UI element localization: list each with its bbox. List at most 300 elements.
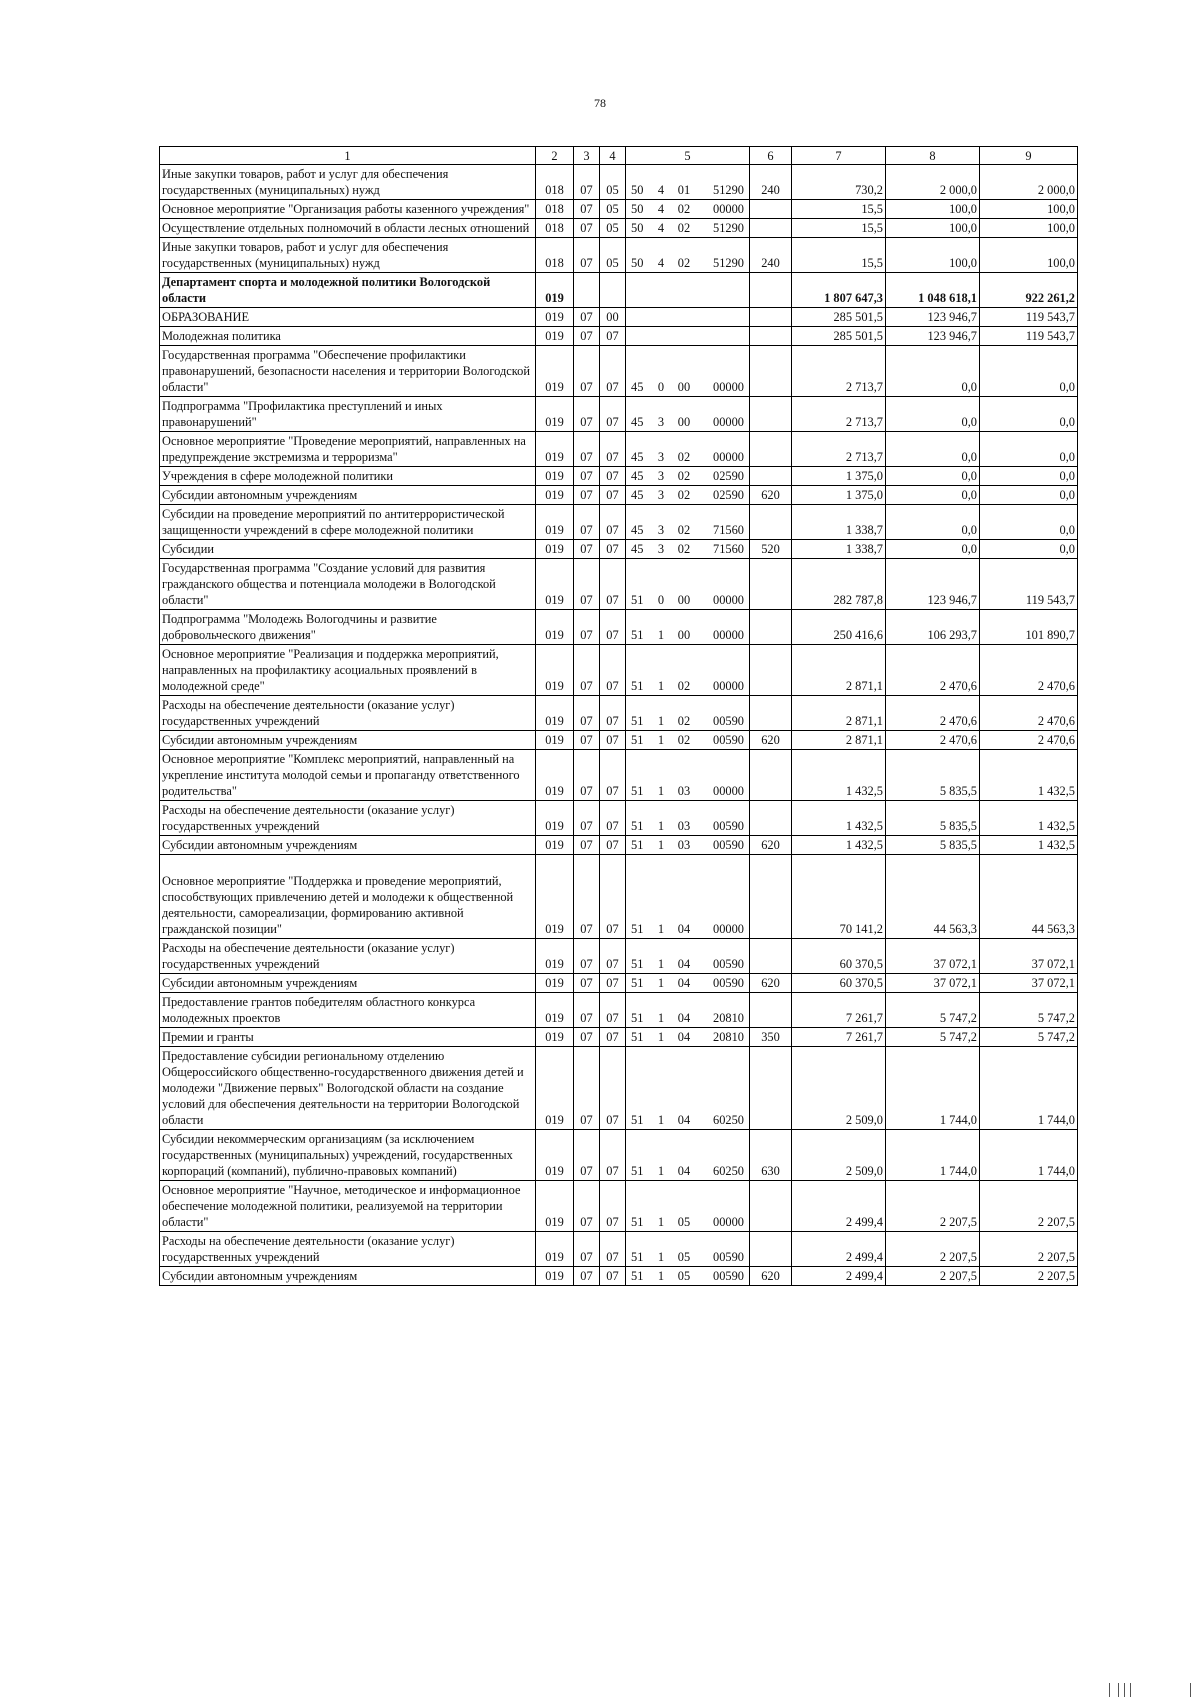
target-article-part: 02 <box>677 733 691 747</box>
target-article-part: 00 <box>677 380 691 394</box>
subsection-code: 07 <box>600 645 626 696</box>
amount-col-9: 0,0 <box>980 397 1078 432</box>
target-article-part: 01 <box>677 183 691 197</box>
amount-col-7: 60 370,5 <box>792 939 886 974</box>
ministry-code: 019 <box>536 801 574 836</box>
table-row <box>160 1232 1078 1267</box>
amount-col-9: 119 543,7 <box>980 327 1078 346</box>
expense-type-code <box>750 855 792 939</box>
amount-col-8: 1 048 618,1 <box>886 273 980 308</box>
target-article-part: 51 <box>631 784 644 798</box>
table-header <box>160 147 1078 165</box>
amount-col-7: 1 807 647,3 <box>792 273 886 308</box>
target-article-code <box>626 505 750 540</box>
amount-col-8: 123 946,7 <box>886 327 980 346</box>
target-article-part: 51 <box>631 957 644 971</box>
target-article-part: 4 <box>657 183 665 197</box>
amount-col-7: 2 713,7 <box>792 346 886 397</box>
amount-col-9: 0,0 <box>980 432 1078 467</box>
target-article-part: 51 <box>631 714 644 728</box>
amount-col-8: 44 563,3 <box>886 855 980 939</box>
amount-col-8: 0,0 <box>886 432 980 467</box>
target-article-part: 51 <box>631 1011 644 1025</box>
row-name: Основное мероприятие "Поддержка и проведение мероприятий, способствующих привлечению детей и молодежи к общественной деятельности, самореализации, формированию активной гражданской позиции" <box>160 855 536 939</box>
amount-col-8: 0,0 <box>886 540 980 559</box>
target-article-part: 45 <box>631 450 644 464</box>
amount-col-7: 2 509,0 <box>792 1047 886 1130</box>
amount-col-8: 2 207,5 <box>886 1181 980 1232</box>
target-article-part: 00000 <box>713 784 744 798</box>
target-article-part: 02 <box>677 523 691 537</box>
target-article-part: 51290 <box>713 183 744 197</box>
expense-type-code: 630 <box>750 1130 792 1181</box>
expense-type-code <box>750 467 792 486</box>
target-article-part: 00590 <box>713 733 744 747</box>
expense-type-code <box>750 993 792 1028</box>
target-article-code <box>626 1267 750 1286</box>
amount-col-9: 0,0 <box>980 540 1078 559</box>
table-row <box>160 308 1078 327</box>
row-name: Подпрограмма "Молодежь Вологодчины и развитие добровольческого движения" <box>160 610 536 645</box>
target-article-part: 04 <box>677 1011 691 1025</box>
target-article-part: 1 <box>657 733 665 747</box>
target-article-part: 1 <box>657 1030 665 1044</box>
table-row <box>160 1181 1078 1232</box>
amount-col-7: 15,5 <box>792 219 886 238</box>
ministry-code: 019 <box>536 327 574 346</box>
ministry-code: 019 <box>536 559 574 610</box>
target-article-part: 1 <box>657 1250 665 1264</box>
ministry-code: 019 <box>536 855 574 939</box>
target-article-code <box>626 974 750 993</box>
target-article-part: 50 <box>631 221 644 235</box>
scan-mark <box>1109 1683 1110 1697</box>
target-article-part: 1 <box>657 1113 665 1127</box>
table-row <box>160 467 1078 486</box>
ministry-code: 018 <box>536 165 574 200</box>
amount-col-7: 2 871,1 <box>792 731 886 750</box>
target-article-part: 45 <box>631 523 644 537</box>
table-row <box>160 238 1078 273</box>
target-article-part: 51 <box>631 819 644 833</box>
subsection-code: 07 <box>600 559 626 610</box>
ministry-code: 019 <box>536 540 574 559</box>
section-code: 07 <box>574 1028 600 1047</box>
target-article-part: 03 <box>677 784 691 798</box>
target-article-part: 51 <box>631 838 644 852</box>
amount-col-9: 2 470,6 <box>980 696 1078 731</box>
ministry-code: 019 <box>536 750 574 801</box>
target-article-part: 1 <box>657 679 665 693</box>
table-row <box>160 1267 1078 1286</box>
target-article-part: 00 <box>677 593 691 607</box>
target-article-code <box>626 993 750 1028</box>
ministry-code: 019 <box>536 610 574 645</box>
amount-col-7: 7 261,7 <box>792 993 886 1028</box>
target-article-part: 51290 <box>713 221 744 235</box>
amount-col-9: 100,0 <box>980 219 1078 238</box>
target-article-part: 20810 <box>713 1011 744 1025</box>
amount-col-7: 250 416,6 <box>792 610 886 645</box>
amount-col-9: 101 890,7 <box>980 610 1078 645</box>
section-code: 07 <box>574 165 600 200</box>
amount-col-8: 37 072,1 <box>886 939 980 974</box>
row-name: Расходы на обеспечение деятельности (оказание услуг) государственных учреждений <box>160 1232 536 1267</box>
target-article-part: 00000 <box>713 450 744 464</box>
section-code: 07 <box>574 645 600 696</box>
target-article-part: 02590 <box>713 469 744 483</box>
amount-col-9: 2 207,5 <box>980 1267 1078 1286</box>
target-article-part: 1 <box>657 819 665 833</box>
amount-col-7: 282 787,8 <box>792 559 886 610</box>
subsection-code: 07 <box>600 939 626 974</box>
table-row <box>160 486 1078 505</box>
amount-col-9: 2 207,5 <box>980 1181 1078 1232</box>
section-code: 07 <box>574 939 600 974</box>
target-article-code <box>626 731 750 750</box>
target-article-part: 00590 <box>713 714 744 728</box>
ministry-code: 019 <box>536 467 574 486</box>
expense-type-code <box>750 645 792 696</box>
expense-type-code: 350 <box>750 1028 792 1047</box>
target-article-part: 1 <box>657 957 665 971</box>
amount-col-7: 2 713,7 <box>792 432 886 467</box>
section-code: 07 <box>574 467 600 486</box>
target-article-part: 00000 <box>713 1215 744 1229</box>
target-article-part: 03 <box>677 838 691 852</box>
target-article-part: 02 <box>677 221 691 235</box>
row-name: Основное мероприятие "Научное, методическое и информационное обеспечение молодежной политики, реализуемой на территории области" <box>160 1181 536 1232</box>
amount-col-9: 5 747,2 <box>980 993 1078 1028</box>
target-article-part: 50 <box>631 202 644 216</box>
amount-col-8: 2 207,5 <box>886 1267 980 1286</box>
target-article-part: 0 <box>657 593 665 607</box>
amount-col-7: 1 375,0 <box>792 486 886 505</box>
table-row <box>160 1047 1078 1130</box>
target-article-part: 45 <box>631 542 644 556</box>
scan-mark <box>1124 1683 1125 1697</box>
expense-type-code <box>750 696 792 731</box>
subsection-code: 05 <box>600 165 626 200</box>
row-name: Субсидии автономным учреждениям <box>160 836 536 855</box>
target-article-part: 1 <box>657 838 665 852</box>
target-article-part: 05 <box>677 1269 691 1283</box>
row-name: Основное мероприятие "Реализация и поддержка мероприятий, направленных на профилактику асоциальных проявлений в молодежной среде" <box>160 645 536 696</box>
section-code: 07 <box>574 505 600 540</box>
subsection-code: 07 <box>600 801 626 836</box>
expense-type-code <box>750 559 792 610</box>
target-article-part: 02 <box>677 256 691 270</box>
scan-mark <box>1190 1683 1191 1697</box>
amount-col-8: 2 470,6 <box>886 645 980 696</box>
amount-col-8: 0,0 <box>886 486 980 505</box>
section-code: 07 <box>574 238 600 273</box>
amount-col-9: 922 261,2 <box>980 273 1078 308</box>
row-name: Департамент спорта и молодежной политики Вологодской области <box>160 273 536 308</box>
target-article-code <box>626 200 750 219</box>
column-header: 8 <box>886 147 980 165</box>
table-row <box>160 165 1078 200</box>
amount-col-7: 7 261,7 <box>792 1028 886 1047</box>
subsection-code: 07 <box>600 836 626 855</box>
target-article-code <box>626 327 750 346</box>
amount-col-8: 2 470,6 <box>886 696 980 731</box>
ministry-code: 019 <box>536 1181 574 1232</box>
section-code: 07 <box>574 855 600 939</box>
section-code: 07 <box>574 346 600 397</box>
expense-type-code <box>750 327 792 346</box>
target-article-code <box>626 308 750 327</box>
row-name: Основное мероприятие "Комплекс мероприятий, направленный на укрепление института молодой семьи и пропаганду ответственного родительства" <box>160 750 536 801</box>
row-name: Государственная программа "Создание условий для развития гражданского общества и потенциала молодежи в Вологодской области" <box>160 559 536 610</box>
amount-col-8: 2 470,6 <box>886 731 980 750</box>
target-article-part: 02590 <box>713 488 744 502</box>
row-name: Субсидии <box>160 540 536 559</box>
expense-type-code <box>750 200 792 219</box>
subsection-code: 07 <box>600 993 626 1028</box>
amount-col-9: 119 543,7 <box>980 559 1078 610</box>
target-article-code <box>626 540 750 559</box>
amount-col-7: 285 501,5 <box>792 327 886 346</box>
target-article-part: 02 <box>677 450 691 464</box>
subsection-code: 05 <box>600 238 626 273</box>
subsection-code: 07 <box>600 610 626 645</box>
expense-type-code <box>750 397 792 432</box>
amount-col-8: 0,0 <box>886 346 980 397</box>
expense-type-code: 620 <box>750 836 792 855</box>
section-code: 07 <box>574 308 600 327</box>
amount-col-7: 1 432,5 <box>792 750 886 801</box>
ministry-code: 019 <box>536 397 574 432</box>
subsection-code: 07 <box>600 397 626 432</box>
column-header: 5 <box>626 147 750 165</box>
amount-col-8: 123 946,7 <box>886 559 980 610</box>
target-article-code <box>626 696 750 731</box>
target-article-part: 51 <box>631 1215 644 1229</box>
target-article-part: 51 <box>631 1030 644 1044</box>
target-article-part: 4 <box>657 256 665 270</box>
row-name: Иные закупки товаров, работ и услуг для обеспечения государственных (муниципальных) нужд <box>160 238 536 273</box>
ministry-code: 019 <box>536 346 574 397</box>
column-header: 4 <box>600 147 626 165</box>
subsection-code: 05 <box>600 219 626 238</box>
table-row <box>160 750 1078 801</box>
ministry-code: 019 <box>536 1028 574 1047</box>
table-row <box>160 273 1078 308</box>
section-code: 07 <box>574 432 600 467</box>
amount-col-9: 100,0 <box>980 238 1078 273</box>
target-article-code <box>626 1232 750 1267</box>
target-article-part: 04 <box>677 957 691 971</box>
target-article-code <box>626 1181 750 1232</box>
target-article-part: 00590 <box>713 957 744 971</box>
amount-col-7: 15,5 <box>792 200 886 219</box>
table-row <box>160 696 1078 731</box>
target-article-part: 00000 <box>713 628 744 642</box>
ministry-code: 019 <box>536 486 574 505</box>
expense-type-code <box>750 1232 792 1267</box>
scan-mark <box>1118 1683 1119 1697</box>
column-header: 9 <box>980 147 1078 165</box>
section-code: 07 <box>574 540 600 559</box>
table-row <box>160 327 1078 346</box>
target-article-part: 3 <box>657 488 665 502</box>
target-article-part: 51 <box>631 1113 644 1127</box>
target-article-part: 00590 <box>713 1269 744 1283</box>
amount-col-7: 2 871,1 <box>792 696 886 731</box>
expense-type-code: 620 <box>750 731 792 750</box>
table-row <box>160 540 1078 559</box>
expense-type-code: 240 <box>750 165 792 200</box>
amount-col-8: 106 293,7 <box>886 610 980 645</box>
ministry-code: 019 <box>536 273 574 308</box>
amount-col-7: 730,2 <box>792 165 886 200</box>
table-row <box>160 200 1078 219</box>
target-article-part: 04 <box>677 1113 691 1127</box>
section-code: 07 <box>574 486 600 505</box>
section-code: 07 <box>574 397 600 432</box>
expense-type-code <box>750 939 792 974</box>
ministry-code: 018 <box>536 219 574 238</box>
amount-col-7: 285 501,5 <box>792 308 886 327</box>
target-article-part: 51 <box>631 1250 644 1264</box>
amount-col-8: 100,0 <box>886 219 980 238</box>
amount-col-9: 100,0 <box>980 200 1078 219</box>
target-article-code <box>626 559 750 610</box>
amount-col-9: 1 744,0 <box>980 1130 1078 1181</box>
section-code: 07 <box>574 1181 600 1232</box>
section-code: 07 <box>574 836 600 855</box>
table-row <box>160 1028 1078 1047</box>
ministry-code: 019 <box>536 731 574 750</box>
target-article-part: 60250 <box>713 1164 744 1178</box>
column-header: 7 <box>792 147 886 165</box>
amount-col-7: 2 499,4 <box>792 1181 886 1232</box>
target-article-code <box>626 346 750 397</box>
section-code <box>574 273 600 308</box>
row-name: Государственная программа "Обеспечение профилактики правонарушений, безопасности населения и территории Вологодской области" <box>160 346 536 397</box>
row-name: Предоставление субсидии региональному отделению Общероссийского общественно-государственного движения детей и молодежи "Движение первых" Вологодской области на создание условий для обеспечения деятельности на территории Вологодской области <box>160 1047 536 1130</box>
section-code: 07 <box>574 750 600 801</box>
row-name: Субсидии на проведение мероприятий по антитеррористической защищенности учреждений в сфере молодежной политики <box>160 505 536 540</box>
amount-col-7: 2 499,4 <box>792 1232 886 1267</box>
target-article-code <box>626 645 750 696</box>
subsection-code: 07 <box>600 467 626 486</box>
amount-col-9: 0,0 <box>980 486 1078 505</box>
subsection-code: 07 <box>600 1028 626 1047</box>
section-code: 07 <box>574 801 600 836</box>
column-header: 1 <box>160 147 536 165</box>
target-article-part: 02 <box>677 679 691 693</box>
subsection-code: 07 <box>600 327 626 346</box>
amount-col-9: 0,0 <box>980 505 1078 540</box>
target-article-part: 04 <box>677 976 691 990</box>
target-article-part: 50 <box>631 183 644 197</box>
expense-type-code: 520 <box>750 540 792 559</box>
table-row <box>160 559 1078 610</box>
target-article-part: 51 <box>631 1269 644 1283</box>
target-article-part: 51 <box>631 593 644 607</box>
target-article-part: 04 <box>677 922 691 936</box>
amount-col-7: 1 338,7 <box>792 505 886 540</box>
subsection-code: 07 <box>600 731 626 750</box>
target-article-part: 1 <box>657 1011 665 1025</box>
scan-mark <box>1130 1683 1131 1697</box>
target-article-part: 00000 <box>713 415 744 429</box>
expense-type-code <box>750 1181 792 1232</box>
target-article-part: 02 <box>677 488 691 502</box>
row-name: Основное мероприятие "Проведение мероприятий, направленных на предупреждение экстремизма и терроризма" <box>160 432 536 467</box>
target-article-part: 00590 <box>713 819 744 833</box>
table-row <box>160 939 1078 974</box>
expense-type-code <box>750 505 792 540</box>
expense-type-code <box>750 801 792 836</box>
target-article-code <box>626 165 750 200</box>
subsection-code: 05 <box>600 200 626 219</box>
section-code: 07 <box>574 1232 600 1267</box>
target-article-part: 00000 <box>713 679 744 693</box>
amount-col-7: 2 871,1 <box>792 645 886 696</box>
expense-type-code: 620 <box>750 486 792 505</box>
table-row <box>160 855 1078 939</box>
amount-col-8: 5 747,2 <box>886 993 980 1028</box>
target-article-code <box>626 855 750 939</box>
amount-col-8: 0,0 <box>886 467 980 486</box>
ministry-code: 019 <box>536 993 574 1028</box>
row-name: Учреждения в сфере молодежной политики <box>160 467 536 486</box>
target-article-code <box>626 273 750 308</box>
target-article-part: 51 <box>631 1164 644 1178</box>
amount-col-9: 1 744,0 <box>980 1047 1078 1130</box>
column-header: 6 <box>750 147 792 165</box>
table-row <box>160 346 1078 397</box>
table-row <box>160 432 1078 467</box>
row-name: Расходы на обеспечение деятельности (оказание услуг) государственных учреждений <box>160 696 536 731</box>
amount-col-8: 2 000,0 <box>886 165 980 200</box>
row-name: Субсидии автономным учреждениям <box>160 1267 536 1286</box>
table-row <box>160 974 1078 993</box>
amount-col-9: 1 432,5 <box>980 801 1078 836</box>
expense-type-code <box>750 346 792 397</box>
target-article-part: 1 <box>657 976 665 990</box>
target-article-part: 51 <box>631 679 644 693</box>
target-article-part: 3 <box>657 450 665 464</box>
amount-col-8: 1 744,0 <box>886 1047 980 1130</box>
amount-col-7: 2 713,7 <box>792 397 886 432</box>
subsection-code: 07 <box>600 1047 626 1130</box>
column-header: 3 <box>574 147 600 165</box>
row-name: Подпрограмма "Профилактика преступлений и иных правонарушений" <box>160 397 536 432</box>
amount-col-9: 0,0 <box>980 467 1078 486</box>
target-article-part: 20810 <box>713 1030 744 1044</box>
amount-col-9: 1 432,5 <box>980 836 1078 855</box>
amount-col-7: 1 375,0 <box>792 467 886 486</box>
target-article-part: 1 <box>657 1269 665 1283</box>
row-name: Расходы на обеспечение деятельности (оказание услуг) государственных учреждений <box>160 939 536 974</box>
ministry-code: 019 <box>536 974 574 993</box>
expense-type-code <box>750 219 792 238</box>
amount-col-8: 5 835,5 <box>886 750 980 801</box>
target-article-part: 00590 <box>713 838 744 852</box>
section-code: 07 <box>574 219 600 238</box>
row-name: Иные закупки товаров, работ и услуг для обеспечения государственных (муниципальных) нужд <box>160 165 536 200</box>
expense-type-code <box>750 1047 792 1130</box>
table-row <box>160 731 1078 750</box>
subsection-code: 07 <box>600 1232 626 1267</box>
section-code: 07 <box>574 327 600 346</box>
target-article-part: 51 <box>631 976 644 990</box>
target-article-part: 51290 <box>713 256 744 270</box>
